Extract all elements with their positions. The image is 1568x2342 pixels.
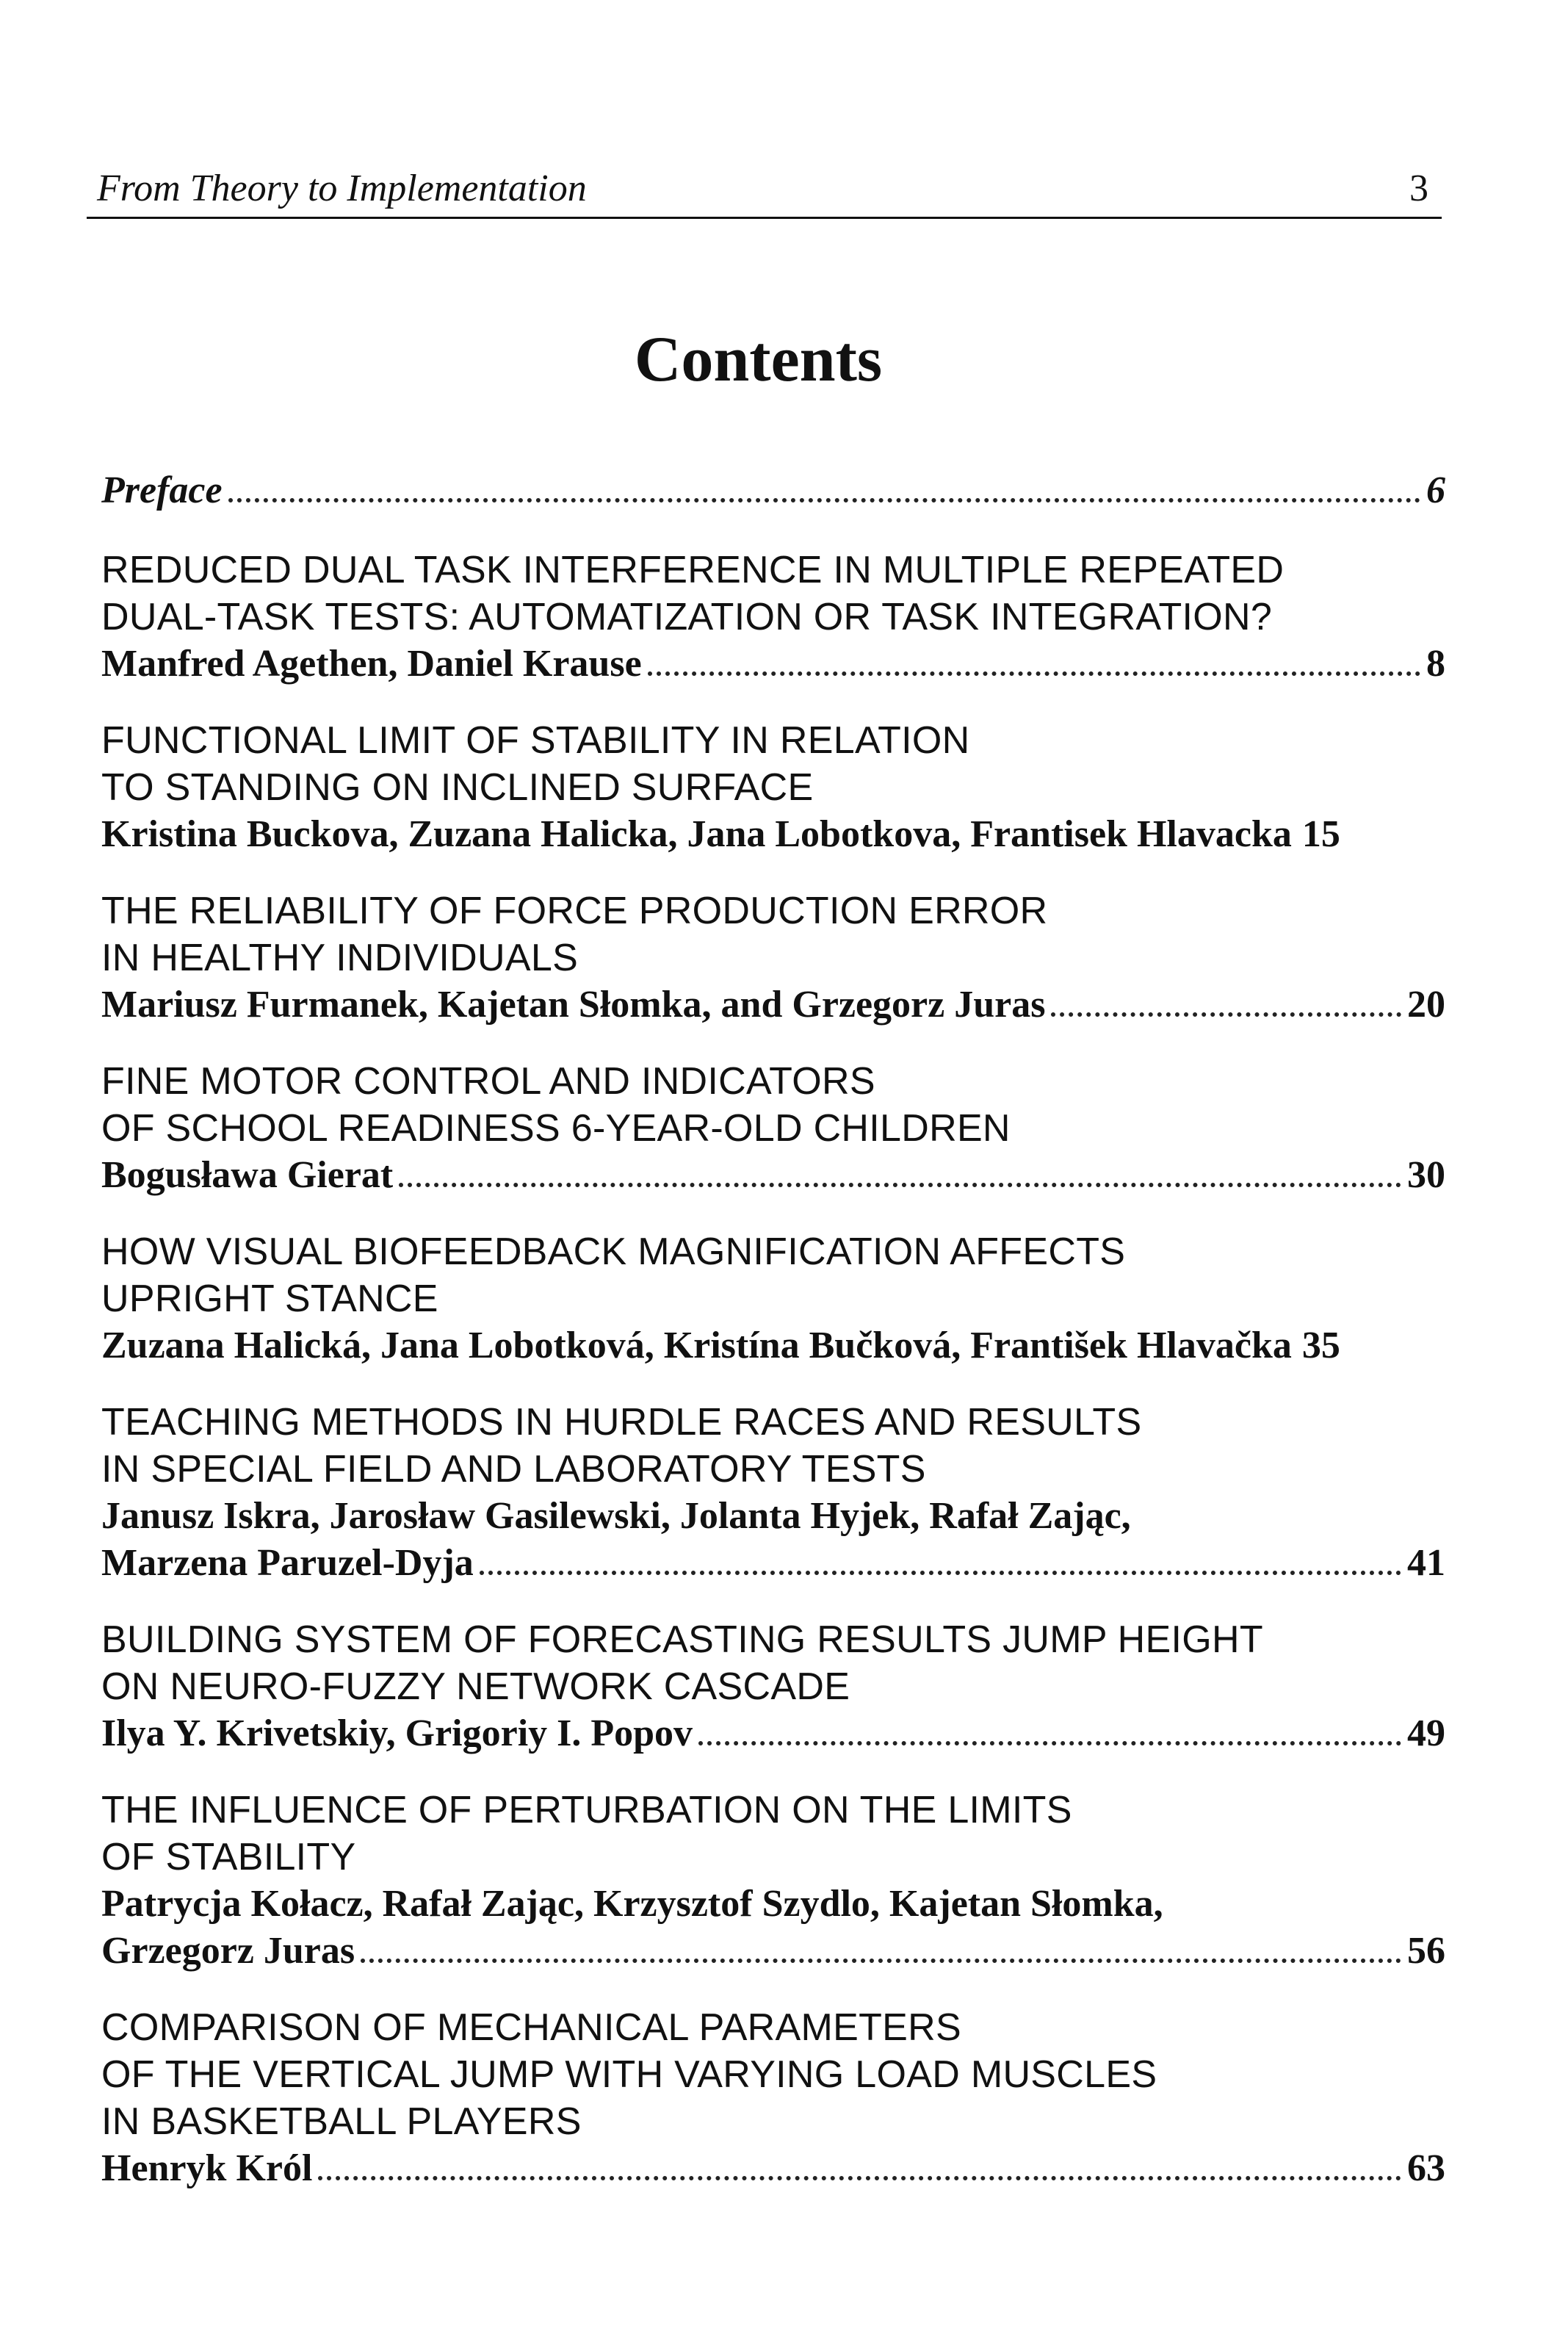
toc-entry[interactable] — [101, 1399, 1445, 1587]
toc-entry[interactable] — [101, 547, 1445, 688]
entry-title-line: IN SPECIAL FIELD AND LABORATORY TESTS — [101, 1448, 926, 1491]
toc-leader-row — [101, 467, 1445, 514]
toc-entry-preface[interactable] — [101, 467, 1445, 514]
toc-leader-row — [101, 641, 1445, 688]
toc-page-number: 35 — [1301, 1325, 1340, 1366]
entry-title-line: TEACHING METHODS IN HURDLE RACES AND RESULTS — [101, 1401, 1142, 1444]
entry-title-line: THE RELIABILITY OF FORCE PRODUCTION ERROR — [101, 890, 1048, 932]
entry-title-line: BUILDING SYSTEM OF FORECASTING RESULTS JUMP HEIGHT — [101, 1618, 1263, 1661]
entry-authors: Grzegorz Juras — [101, 1930, 355, 1972]
dot-leader — [399, 1183, 1401, 1187]
dot-leader — [361, 1959, 1401, 1963]
toc-entry[interactable] — [101, 1616, 1445, 1757]
entry-title-line: FUNCTIONAL LIMIT OF STABILITY IN RELATION — [101, 719, 970, 762]
dot-leader — [648, 671, 1420, 676]
entry-authors-line: Patrycja Kołacz, Rafał Zając, Krzysztof Szydlo, Kajetan Słomka, — [101, 1883, 1163, 1925]
entry-authors: Mariusz Furmanek, Kajetan Słomka, and Grzegorz Juras — [101, 984, 1046, 1026]
entry-title-line: FINE MOTOR CONTROL AND INDICATORS — [101, 1060, 875, 1103]
toc-leader-row — [101, 1710, 1445, 1757]
entry-title-line: THE INFLUENCE OF PERTURBATION ON THE LIMITS — [101, 1789, 1072, 1831]
entry-title-line: IN BASKETBALL PLAYERS — [101, 2100, 582, 2143]
entry-authors: Zuzana Halická, Jana Lobotková, Kristína Bučková, František Hlavačka — [101, 1325, 1292, 1366]
dot-leader — [698, 1741, 1401, 1745]
entry-authors: Manfred Agethen, Daniel Krause — [101, 643, 642, 685]
dot-leader — [318, 2176, 1401, 2180]
toc-page-number: 8 — [1426, 643, 1445, 685]
toc-page-number: 15 — [1301, 813, 1340, 855]
entry-title-line: DUAL-TASK TESTS: AUTOMATIZATION OR TASK INTEGRATION? — [101, 596, 1273, 638]
entry-title-line: ON NEURO-FUZZY NETWORK CASCADE — [101, 1665, 850, 1708]
toc-entry[interactable] — [101, 1228, 1445, 1369]
toc-leader-row — [101, 1540, 1445, 1587]
toc-page-number: 20 — [1407, 984, 1445, 1026]
toc-leader-row — [101, 2145, 1445, 2192]
toc-leader-row — [101, 1322, 1445, 1369]
toc-page-number: 56 — [1407, 1930, 1445, 1972]
entry-title-line: OF SCHOOL READINESS 6-YEAR-OLD CHILDREN — [101, 1107, 1011, 1150]
preface-label: Preface — [101, 469, 223, 511]
entry-title-line: UPRIGHT STANCE — [101, 1278, 438, 1320]
dot-leader — [228, 498, 1420, 502]
toc-entry[interactable] — [101, 1787, 1445, 1975]
entry-authors: Marzena Paruzel-Dyja — [101, 1542, 474, 1584]
entry-title-line: OF THE VERTICAL JUMP WITH VARYING LOAD MUSCLES — [101, 2053, 1157, 2096]
entry-title-line: COMPARISON OF MECHANICAL PARAMETERS — [101, 2006, 962, 2049]
entry-authors: Ilya Y. Krivetskiy, Grigoriy I. Popov — [101, 1712, 693, 1754]
toc-page-number: 49 — [1407, 1712, 1445, 1754]
entry-title-line: OF STABILITY — [101, 1836, 356, 1878]
dot-leader — [480, 1571, 1401, 1575]
entry-title-line: TO STANDING ON INCLINED SURFACE — [101, 766, 814, 809]
entry-title-line: IN HEALTHY INDIVIDUALS — [101, 937, 579, 979]
entry-authors-line: Janusz Iskra, Jarosław Gasilewski, Jolanta Hyjek, Rafał Zając, — [101, 1495, 1131, 1537]
running-title: From Theory to Implementation — [97, 167, 587, 209]
dot-leader — [1051, 1012, 1401, 1017]
toc-leader-row — [101, 981, 1445, 1028]
contents-heading: Contents — [634, 324, 883, 395]
toc-entry[interactable] — [101, 717, 1445, 858]
entry-authors: Henryk Król — [101, 2147, 313, 2189]
toc-page-number: 41 — [1407, 1542, 1445, 1584]
running-header — [87, 165, 1442, 219]
toc-entry[interactable] — [101, 1058, 1445, 1199]
toc-page-number: 30 — [1407, 1154, 1445, 1196]
toc-page-number: 63 — [1407, 2147, 1445, 2189]
toc-page-number: 6 — [1426, 469, 1445, 511]
toc-leader-row — [101, 811, 1445, 858]
table-of-contents — [101, 467, 1445, 2222]
entry-title-line: HOW VISUAL BIOFEEDBACK MAGNIFICATION AFFECTS — [101, 1231, 1126, 1273]
toc-leader-row — [101, 1152, 1445, 1199]
toc-entry[interactable] — [101, 887, 1445, 1028]
entry-title-line: REDUCED DUAL TASK INTERFERENCE IN MULTIPLE REPEATED — [101, 549, 1285, 591]
toc-leader-row — [101, 1928, 1445, 1975]
toc-entry[interactable] — [101, 2004, 1445, 2192]
entry-authors: Kristina Buckova, Zuzana Halicka, Jana Lobotkova, Frantisek Hlavacka — [101, 813, 1292, 855]
header-page-number: 3 — [1409, 167, 1428, 209]
entry-authors: Bogusława Gierat — [101, 1154, 394, 1196]
